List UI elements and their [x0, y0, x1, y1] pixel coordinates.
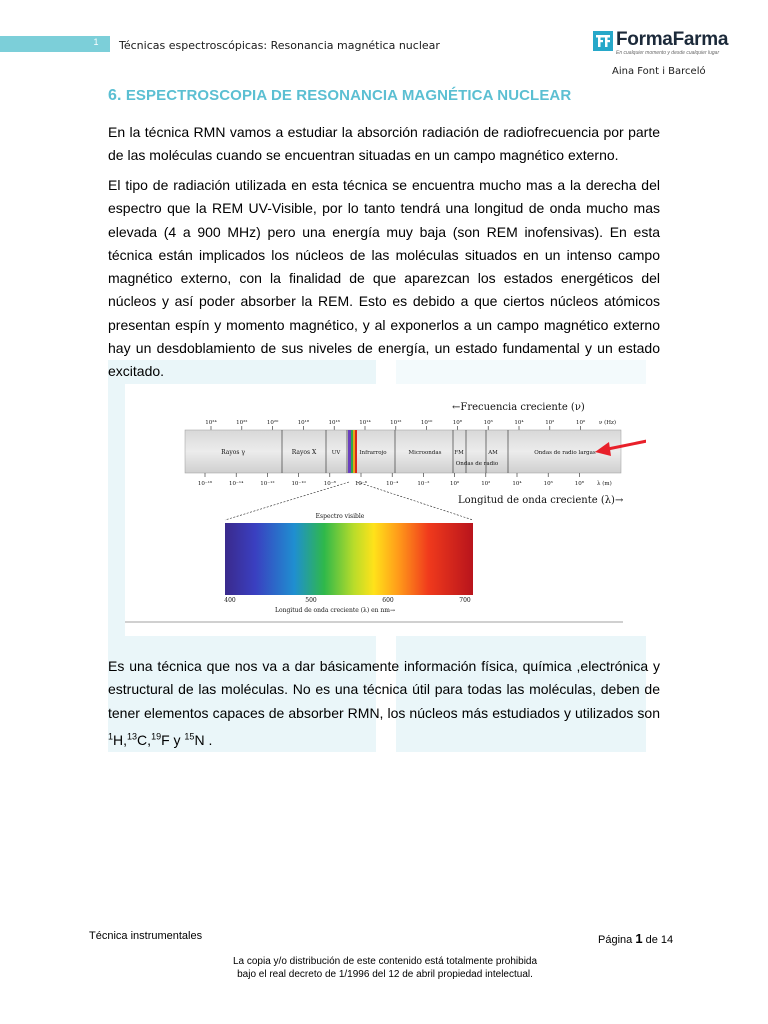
freq-tick-label: 10¹⁰: [420, 420, 433, 426]
visible-tick-label: 600: [382, 597, 394, 604]
section-number: 6.: [108, 87, 122, 104]
nuclei-list: [108, 732, 212, 748]
wave-tick-label: 10⁻⁴: [386, 481, 399, 487]
freq-tick-label: 10¹⁴: [359, 420, 371, 426]
formafarma-logo-icon: [593, 31, 613, 51]
paragraph-radiation: El tipo de radiación utilizada en esta técnica se encuentra mucho mas a la derecha del espectro que la REM UV-Visible, por lo tanto tendrá una longitud de onda mucho mas elevada (4 a 900 MHz) pero una energía muy baja (son REM inofensivas). En esta técnica están implicados los núcleos de las moléculas situados en un intenso campo magnético externo, con la finalidad de que aparezcan los estados energéticos del núcleos y así poder absorber la REM. Esto es debido a que ciertos núcleos atómicos presentan espín y momento magnético, y al exponerlos a un campo magnético externo hay un desdoblamiento de sus niveles de energía, un estado fundamental y un estado excitado.: [108, 177, 660, 380]
freq-tick-label: 10²⁰: [266, 420, 279, 426]
visible-strip-green: [351, 430, 353, 473]
band-label: Ondas de radio: [455, 461, 499, 467]
band-label: Rayos γ: [221, 449, 245, 456]
header-title: Técnicas espectroscópicas: Resonancia magnética nuclear: [119, 39, 440, 52]
paragraph-information-text: Es una técnica que nos va a dar básicamente información física, química ,electrónica y estructural de las moléculas. No es una técnica útil para todas las moléculas, deben de tener elementos capaces de absorber RMN, los núcleos más estudiados y utilizados son: [108, 658, 660, 721]
footer-page-label: Página: [598, 934, 633, 946]
wave-tick-label: 10⁻¹⁶: [197, 481, 213, 487]
freq-title: ←Frecuencia creciente (ν): [452, 402, 585, 413]
visible-tick-label: 700: [459, 597, 471, 604]
band-label: Rayos X: [291, 449, 317, 456]
wave-title: Longitud de onda creciente (λ)→: [458, 495, 624, 506]
visible-strip-violet: [348, 430, 351, 473]
band-label: Microondas: [408, 450, 442, 456]
band-label: UV: [331, 450, 341, 456]
author-name: Aina Font i Barceló: [612, 66, 706, 77]
wave-tick-label: 10⁸: [574, 481, 585, 487]
nucleus-mass-number: 13: [127, 730, 138, 741]
nucleus-item: [151, 732, 184, 748]
band-label: FM: [454, 450, 464, 456]
nucleus-mass-number: 19: [151, 730, 162, 741]
wave-tick-label: 10⁻⁶: [354, 481, 368, 487]
wave-tick-label: 10⁴: [512, 481, 522, 487]
nucleus-separator: y: [169, 731, 185, 748]
wave-unit: λ (m): [597, 481, 612, 487]
footer-page-total: de 14: [645, 934, 674, 946]
freq-unit: ν (Hz): [599, 420, 617, 426]
footer-page-current: 1: [635, 931, 643, 946]
freq-tick-label: 10¹⁸: [297, 420, 310, 426]
wave-tick-label: 10⁰: [449, 481, 460, 487]
wave-tick-label: 10⁶: [543, 481, 553, 487]
footer-subject: Técnica instrumentales: [89, 930, 203, 942]
visible-tick-label: 500: [305, 597, 317, 604]
header-page-number: 1: [93, 37, 99, 47]
footer-copyright: [180, 955, 590, 981]
section-title: ESPECTROSCOPIA DE RESONANCIA MAGNÉTICA NUCLEAR: [125, 87, 572, 104]
freq-tick-label: 10⁴: [514, 420, 524, 426]
section-heading: [108, 87, 571, 105]
nucleus-separator: ,: [123, 731, 128, 748]
band-label: Ondas de radio largas: [534, 450, 596, 456]
freq-tick-label: 10⁰: [575, 420, 586, 426]
wave-tick-label: 10⁻²: [417, 481, 430, 487]
nucleus-item: [127, 732, 151, 748]
wave-tick-label: 10⁻¹⁴: [229, 481, 244, 487]
wave-tick-label: 10⁻¹⁰: [291, 481, 306, 487]
nucleus-item: [108, 732, 127, 748]
wave-tick-label: 10⁻¹²: [260, 481, 275, 487]
footer-copyright-line1: La copia y/o distribución de este contenido está totalmente prohibida: [232, 956, 538, 967]
nucleus-mass-number: 1: [108, 730, 114, 741]
wave-tick-label: 10⁻⁸: [323, 481, 336, 487]
wave-tick-label: 10²: [481, 481, 491, 487]
freq-tick-label: 10²²: [236, 420, 248, 426]
nucleus-symbol: H: [113, 731, 124, 748]
visible-spectrum-title: Espectro visible: [315, 513, 365, 520]
footer-page-info: [598, 931, 673, 946]
freq-tick-label: 10¹²: [390, 420, 402, 426]
band-label: Infrarrojo: [359, 450, 387, 456]
formafarma-tagline: En cualquier momento y desde cualquier lugar: [616, 50, 720, 56]
visible-tick-label: 400: [224, 597, 236, 604]
nucleus-separator: .: [204, 731, 213, 748]
freq-tick-label: 10⁸: [452, 420, 463, 426]
em-spectrum-figure: [125, 384, 646, 636]
formafarma-logo: [593, 29, 728, 57]
visible-strip-orange: [353, 430, 355, 473]
band-label: AM: [488, 450, 498, 456]
visible-spectrum-gradient: [225, 523, 473, 595]
nucleus-symbol: F: [161, 731, 170, 748]
nucleus-symbol: C: [137, 731, 148, 748]
nucleus-item: [184, 732, 212, 748]
visible-axis-label: Longitud de onda creciente (λ) en nm→: [275, 607, 395, 614]
nucleus-mass-number: 15: [184, 730, 195, 741]
paragraph-intro: En la técnica RMN vamos a estudiar la absorción radiación de radiofrecuencia por parte de las moléculas cuando se encuentran situadas en un campo magnético externo.: [108, 124, 660, 164]
freq-tick-label: 10⁶: [483, 420, 493, 426]
footer-copyright-line2: bajo el real decreto de 1/1996 del 12 de abril propiedad intelectual.: [237, 969, 533, 980]
freq-tick-label: 10²⁴: [205, 420, 217, 426]
paragraph-information: [108, 655, 660, 752]
nucleus-separator: ,: [147, 731, 152, 748]
freq-tick-label: 10²: [545, 420, 555, 426]
freq-tick-label: 10¹⁶: [328, 420, 340, 426]
visible-strip-red: [355, 430, 357, 473]
formafarma-brand-name: FormaFarma: [616, 29, 729, 50]
nucleus-symbol: N: [194, 731, 205, 748]
